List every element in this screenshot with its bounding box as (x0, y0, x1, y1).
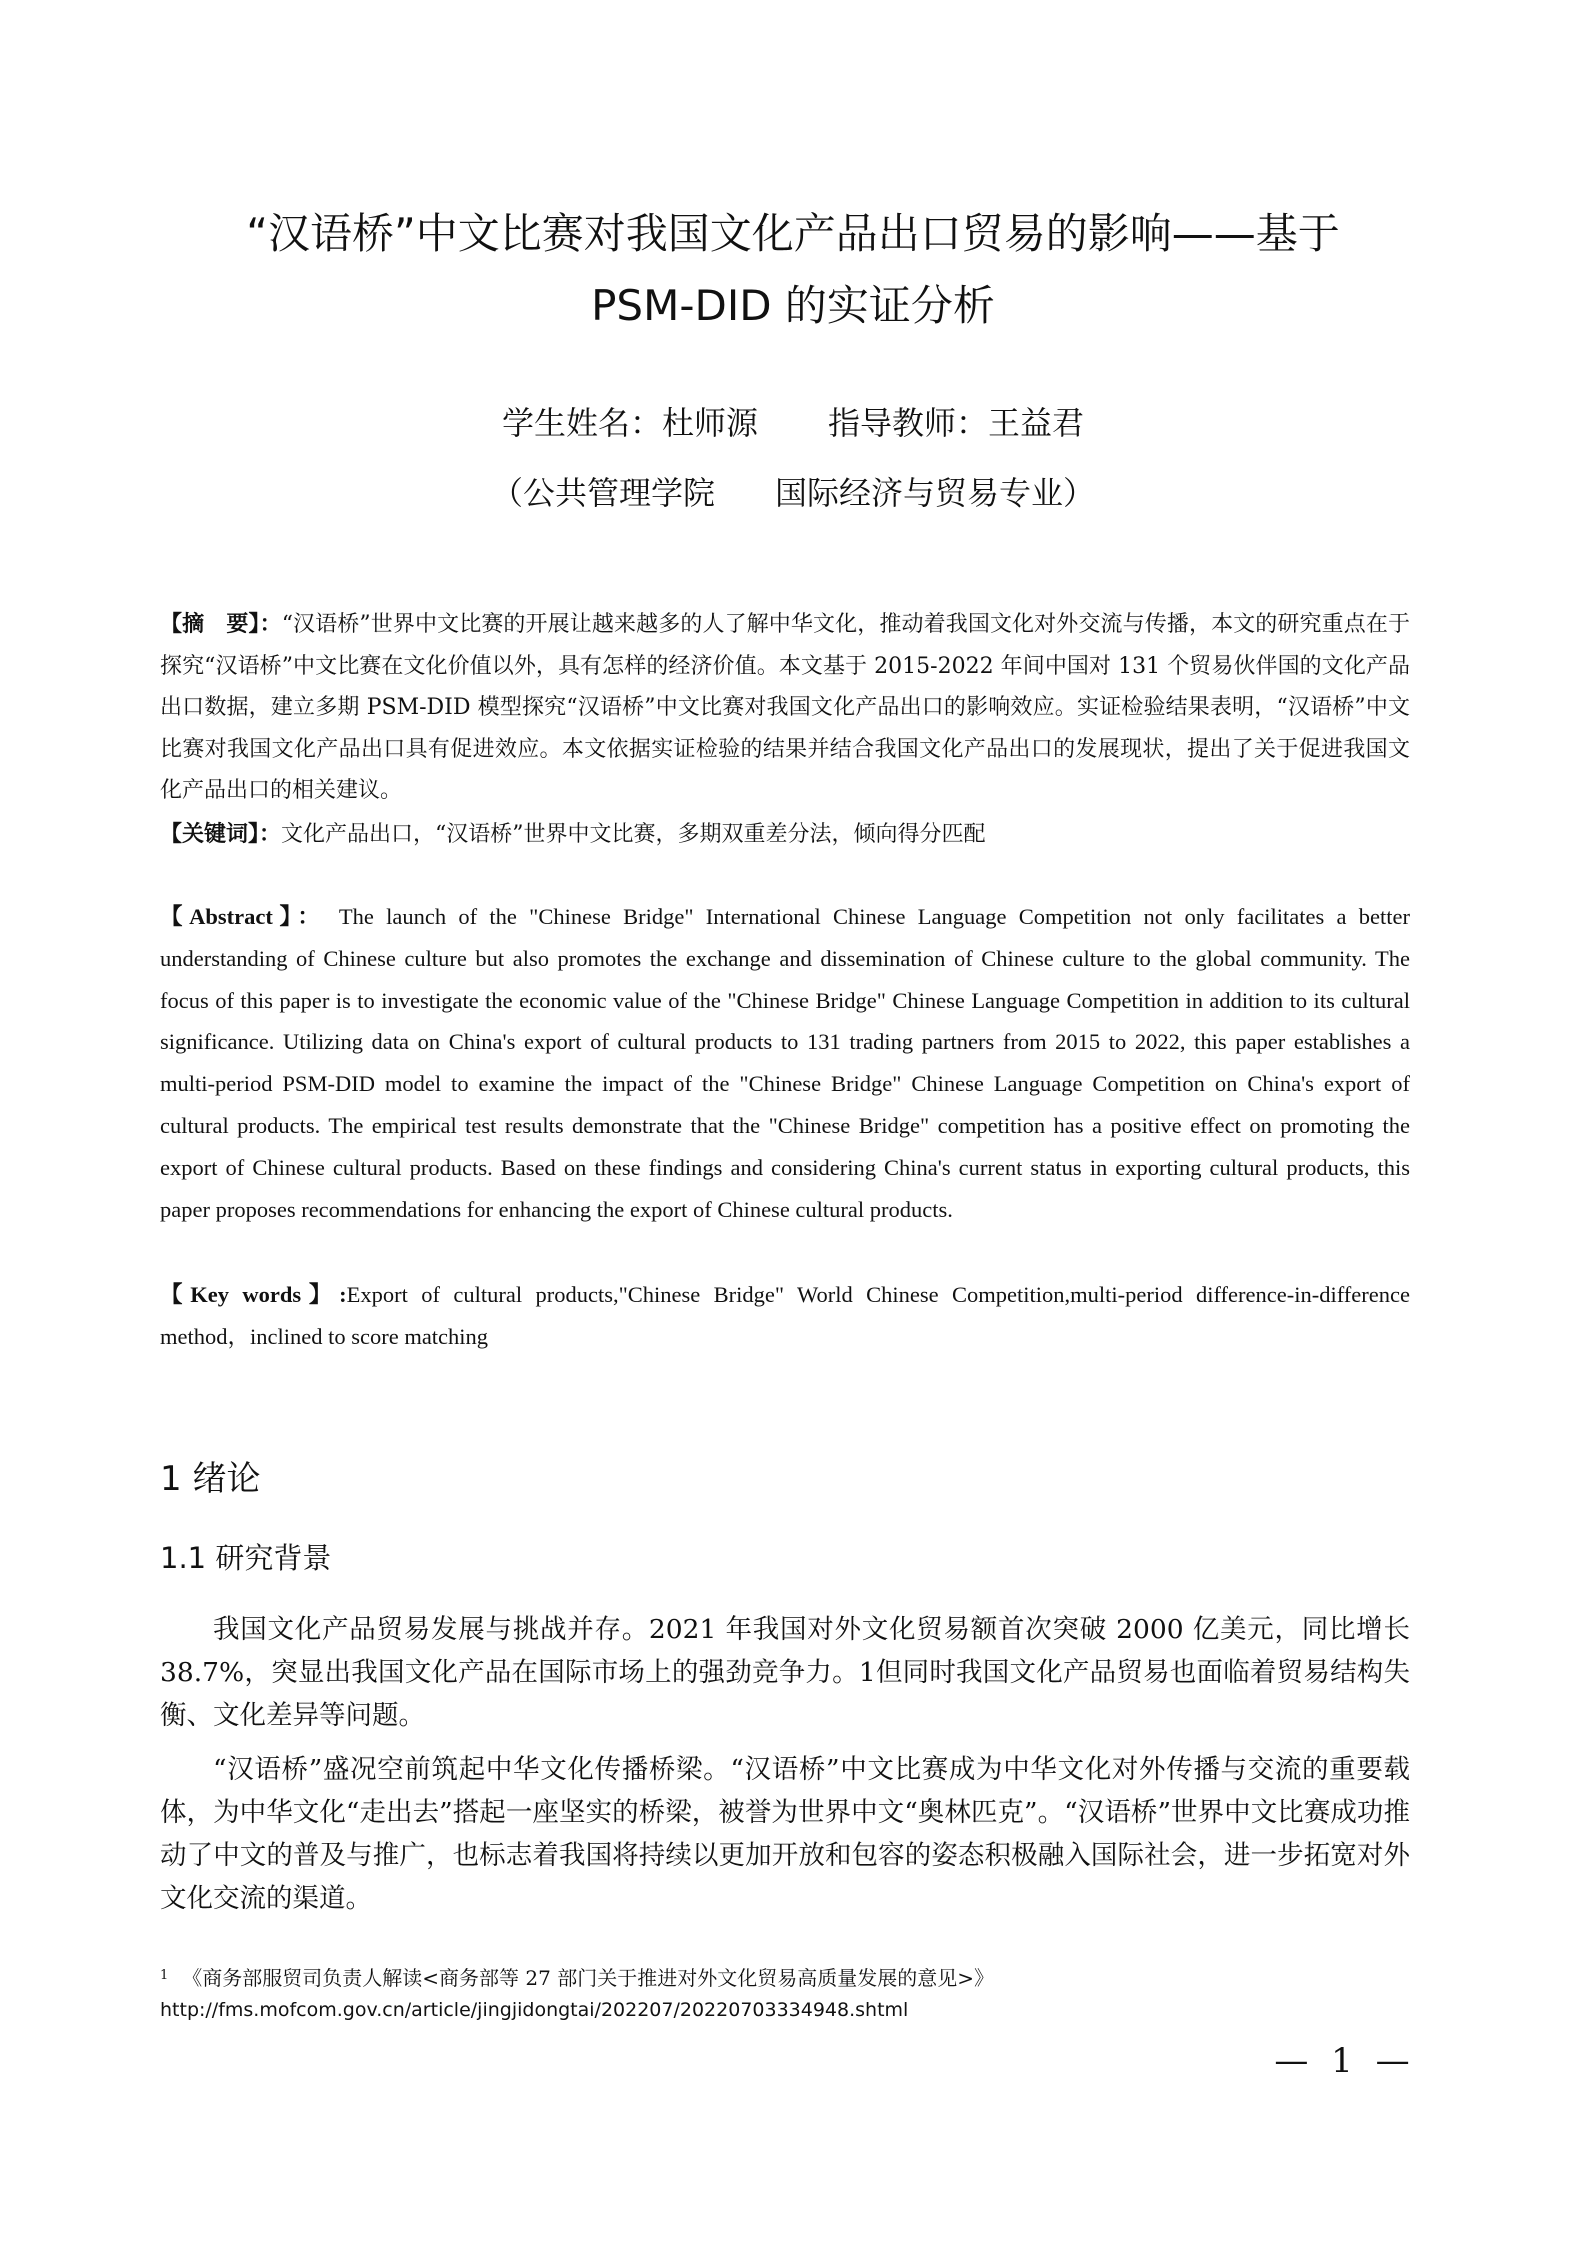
keywords-english-label: 【Key words】: (160, 1282, 347, 1307)
footnote (160, 1960, 1410, 2026)
abstract-english (160, 896, 1410, 1230)
abstract-chinese (160, 604, 1410, 812)
advisor-name: 指导教师：王益君 (828, 404, 1085, 442)
college-name: （公共管理学院 (490, 474, 715, 512)
abstract-chinese-text: “汉语桥”世界中文比赛的开展让越来越多的人了解中华文化，推动着我国文化对外交流与传播，本文的研究重点在于探究“汉语桥”中文比赛在文化价值以外，具有怎样的经济价值。本文基于 2015-2022 年间中国对 131 个贸易伙伴国的文化产品出口数据，建立多期 PSM-DID 模型探究“汉语桥”中文比赛对我国文化产品出口的影响效应。实证检验结果表明，“汉语桥”中文比赛对我国文化产品出口具有促进效应。本文依据实证检验的结果并结合我国文化产品出口的发展现状，提出了关于促进我国文化产品出口的相关建议。 (160, 612, 1410, 803)
keywords-chinese-label: 【关键词】： (160, 821, 282, 847)
paper-title (160, 198, 1426, 342)
major-name: 国际经济与贸易专业） (775, 474, 1096, 512)
paper-title-line-1: “汉语桥”中文比赛对我国文化产品出口贸易的影响——基于 (246, 209, 1340, 258)
student-name: 学生姓名：杜师源 (501, 404, 758, 442)
footnote-citation (160, 1960, 1410, 1994)
footnote-url: http://fms.mofcom.gov.cn/article/jingjidongtai/202207/20220703334948.shtml (160, 1999, 909, 2021)
page-number: — 1 — (1274, 2041, 1416, 2081)
college-line (0, 468, 1586, 518)
subsection-heading: 1.1 研究背景 (160, 1541, 332, 1575)
abstract-english-text: The launch of the "Chinese Bridge" International Chinese Language Competition not only facilitates a better understanding of Chinese culture but also promotes the exchange and dissemination of Chinese culture to the global community. The focus of this paper is to investigate the economic value of the "Chinese Bridge" Chinese Language Competition in addition to its cultural significance. Utilizing data on China's export of cultural products to 131 trading partners from 2015 to 2022, this paper establishes a multi-period PSM-DID model to examine the impact of the "Chinese Bridge" Chinese Language Competition on China's export of cultural products. The empirical test results demonstrate that the "Chinese Bridge" competition has a positive effect on promoting the export of Chinese cultural products. Based on these findings and considering China's current status in exporting cultural products, this paper proposes recommendations for enhancing the export of Chinese cultural products. (160, 904, 1411, 1222)
body-paragraph-1: 我国文化产品贸易发展与挑战并存。2021 年我国对外文化贸易额首次突破 2000 亿美元，同比增长 38.7%，突显出我国文化产品在国际市场上的强劲竞争力。1但同时我国文化产品贸易也面临着贸易结构失衡、文化差异等问题。 (160, 1614, 1410, 1731)
footnote-marker: 1 (160, 1968, 169, 1983)
author-line (0, 398, 1586, 448)
keywords-chinese (160, 813, 1410, 856)
section-heading: 1 绪论 (160, 1459, 261, 1499)
abstract-english-label: 【Abstract】： (160, 904, 327, 929)
keywords-chinese-text: 文化产品出口，“汉语桥”世界中文比赛，多期双重差分法，倾向得分匹配 (281, 822, 986, 847)
footnote-text: 《商务部服贸司负责人解读<商务部等 27 部门关于推进对外文化贸易高质量发展的意见>》 (182, 1966, 994, 1990)
paper-title-line-2: PSM-DID 的实证分析 (591, 281, 995, 330)
keywords-english (160, 1274, 1410, 1358)
body-paragraph-2: “汉语桥”盛况空前筑起中华文化传播桥梁。“汉语桥”中文比赛成为中华文化对外传播与交流的重要载体，为中华文化“走出去”搭起一座坚实的桥梁，被誉为世界中文“奥林匹克”。“汉语桥”世界中文比赛成功推动了中文的普及与推广，也标志着我国将持续以更加开放和包容的姿态积极融入国际社会，进一步拓宽对外文化交流的渠道。 (160, 1754, 1410, 1914)
abstract-chinese-label: 【摘 要】： (160, 611, 282, 637)
keywords-english-text: Export of cultural products,"Chinese Bridge" World Chinese Competition,multi-period difference-in-difference method，inclined to score matching (160, 1282, 1410, 1349)
